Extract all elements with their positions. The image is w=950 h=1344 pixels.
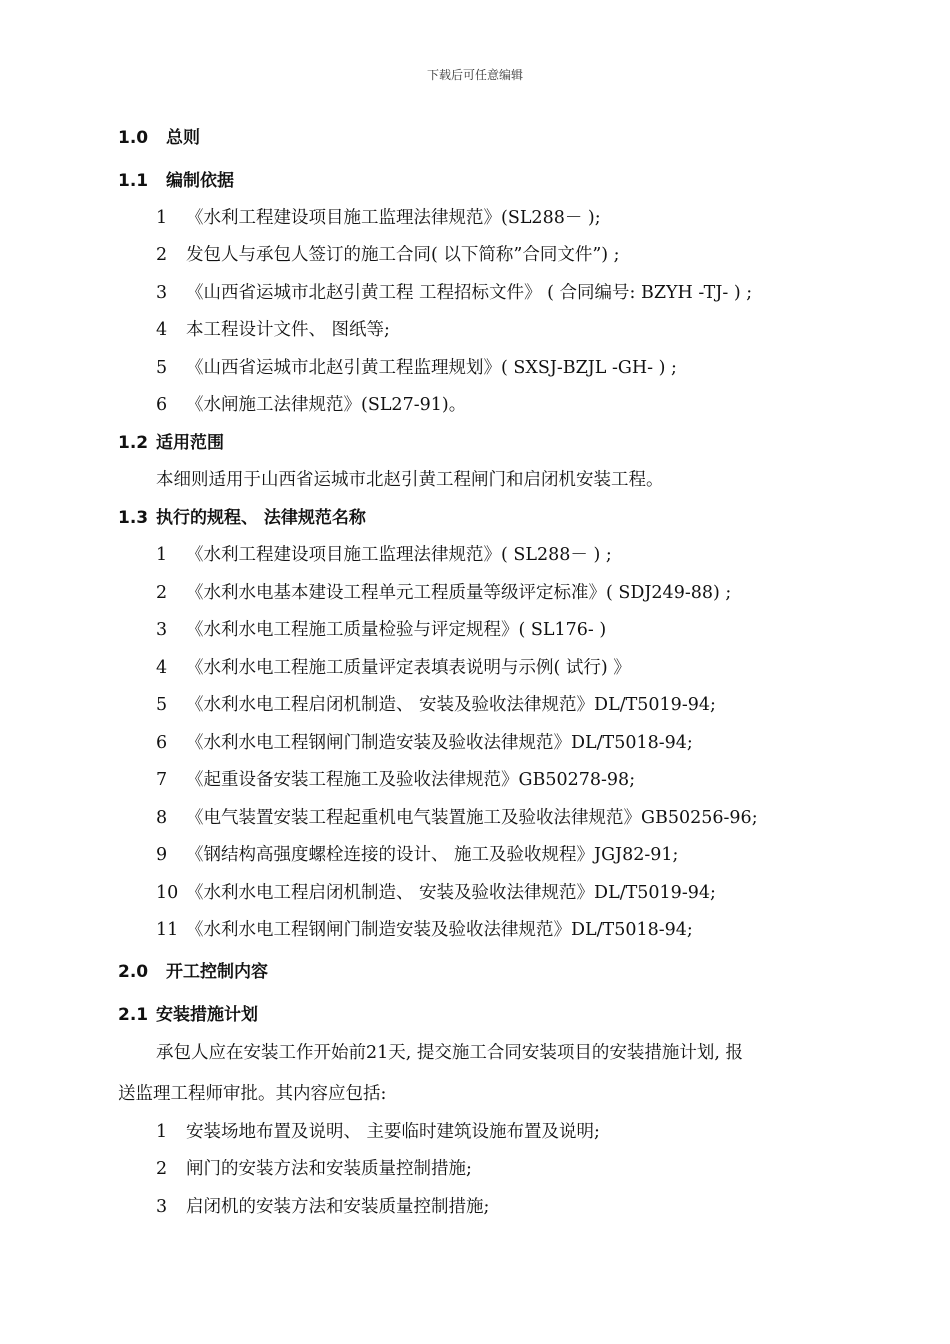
list-item-index: 4 xyxy=(156,320,168,340)
list-item-index: 3 xyxy=(156,1197,168,1217)
list-item xyxy=(156,318,390,342)
list-item-index: 10 xyxy=(156,883,179,903)
list-item-text: 《水利水电工程施工质量评定表填表说明与示例( 试行) 》 xyxy=(186,658,631,678)
section-heading-2-0 xyxy=(118,960,268,984)
section-number: 1.2 xyxy=(118,433,149,453)
list-item-text: 闸门的安装方法和安装质量控制措施; xyxy=(186,1159,472,1179)
list-item-index: 5 xyxy=(156,695,168,715)
list-item xyxy=(156,206,601,230)
section-number: 1.1 xyxy=(118,171,149,191)
section-title: 适用范围 xyxy=(156,433,224,453)
list-item-index: 5 xyxy=(156,358,168,378)
list-item-text: 《山西省运城市北赵引黄工程 工程招标文件》 ( 合同编号: BZYH -TJ- ) ; xyxy=(186,283,753,303)
section-paragraph: 本细则适用于山西省运城市北赵引黄工程闸门和启闭机安装工程。 xyxy=(156,470,664,490)
section-title: 总则 xyxy=(166,128,200,148)
list-item xyxy=(156,281,752,305)
list-item xyxy=(156,356,677,380)
list-item-text: 《水利工程建设项目施工监理法律规范》( SL288－ ) ; xyxy=(186,545,612,565)
list-item xyxy=(156,881,716,905)
section-heading-1-3 xyxy=(118,506,366,530)
list-item-index: 8 xyxy=(156,808,168,828)
list-item-text: 《水利水电工程钢闸门制造安装及验收法律规范》DL/T5018-94; xyxy=(186,733,693,753)
list-item-index: 11 xyxy=(156,920,179,940)
list-item-index: 2 xyxy=(156,245,168,265)
section-title: 执行的规程、 法律规范名称 xyxy=(156,508,366,528)
list-item-text: 《水闸施工法律规范》(SL27-91)。 xyxy=(186,395,467,415)
list-item-text: 发包人与承包人签订的施工合同( 以下简称”合同文件”) ; xyxy=(186,245,620,265)
list-item-index: 7 xyxy=(156,770,168,790)
list-item xyxy=(156,1157,472,1181)
list-item-index: 1 xyxy=(156,545,168,565)
list-item xyxy=(156,393,466,417)
list-item-text: 启闭机的安装方法和安装质量控制措施; xyxy=(186,1197,490,1217)
list-item xyxy=(156,243,620,267)
list-item-index: 3 xyxy=(156,283,168,303)
section-number: 2.1 xyxy=(118,1005,149,1025)
list-item xyxy=(156,918,693,942)
section-heading-1-1 xyxy=(118,169,234,193)
list-item-index: 6 xyxy=(156,733,168,753)
list-item-index: 4 xyxy=(156,658,168,678)
section-heading-2-1 xyxy=(118,1003,258,1027)
list-item-index: 9 xyxy=(156,845,168,865)
list-item-text: 《水利水电工程启闭机制造、 安装及验收法律规范》DL/T5019-94; xyxy=(186,883,716,903)
list-item-text: 《电气装置安装工程起重机电气装置施工及验收法律规范》GB50256-96; xyxy=(186,808,758,828)
list-item-text: 安装场地布置及说明、 主要临时建筑设施布置及说明; xyxy=(186,1122,600,1142)
list-item xyxy=(156,656,631,680)
list-item xyxy=(156,768,635,792)
list-item xyxy=(156,843,678,867)
list-item-text: 《水利水电工程钢闸门制造安装及验收法律规范》DL/T5018-94; xyxy=(186,920,693,940)
list-item-text: 《水利水电工程启闭机制造、 安装及验收法律规范》DL/T5019-94; xyxy=(186,695,716,715)
list-item xyxy=(156,581,731,605)
section-title: 开工控制内容 xyxy=(166,962,268,982)
list-item-text: 《水利水电工程施工质量检验与评定规程》( SL176- ) xyxy=(186,620,607,640)
list-item-text: 《水利工程建设项目施工监理法律规范》(SL288－ ); xyxy=(186,208,601,228)
section-number: 2.0 xyxy=(118,962,149,982)
section-title: 安装措施计划 xyxy=(156,1005,258,1025)
list-item xyxy=(156,543,612,567)
section-paragraph-line: 承包人应在安装工作开始前21天, 提交施工合同安装项目的安装措施计划, 报 xyxy=(156,1043,744,1063)
list-item-index: 3 xyxy=(156,620,168,640)
list-item-text: 本工程设计文件、 图纸等; xyxy=(186,320,390,340)
list-item-index: 2 xyxy=(156,583,168,603)
list-item-index: 1 xyxy=(156,1122,168,1142)
list-item-text: 《山西省运城市北赵引黄工程监理规划》( SXSJ-BZJL -GH- ) ; xyxy=(186,358,677,378)
section-title: 编制依据 xyxy=(166,171,234,191)
list-item-index: 2 xyxy=(156,1159,168,1179)
list-item xyxy=(156,806,758,830)
list-item-text: 《钢结构高强度螺栓连接的设计、 施工及验收规程》JGJ82-91; xyxy=(186,845,679,865)
section-number: 1.0 xyxy=(118,128,149,148)
list-item-text: 《水利水电基本建设工程单元工程质量等级评定标准》( SDJ249-88) ; xyxy=(186,583,732,603)
list-item xyxy=(156,618,606,642)
list-item xyxy=(156,1120,600,1144)
list-item xyxy=(156,1195,489,1219)
list-item-index: 6 xyxy=(156,395,168,415)
section-number: 1.3 xyxy=(118,508,149,528)
section-heading-1-2 xyxy=(118,431,224,455)
list-item xyxy=(156,693,716,717)
section-paragraph-line: 送监理工程师审批。其内容应包括: xyxy=(118,1084,387,1104)
list-item xyxy=(156,731,693,755)
list-item-index: 1 xyxy=(156,208,168,228)
list-item-text: 《起重设备安装工程施工及验收法律规范》GB50278-98; xyxy=(186,770,636,790)
section-heading-1-0 xyxy=(118,126,200,150)
page-header-note: 下载后可任意编辑 xyxy=(426,68,523,82)
